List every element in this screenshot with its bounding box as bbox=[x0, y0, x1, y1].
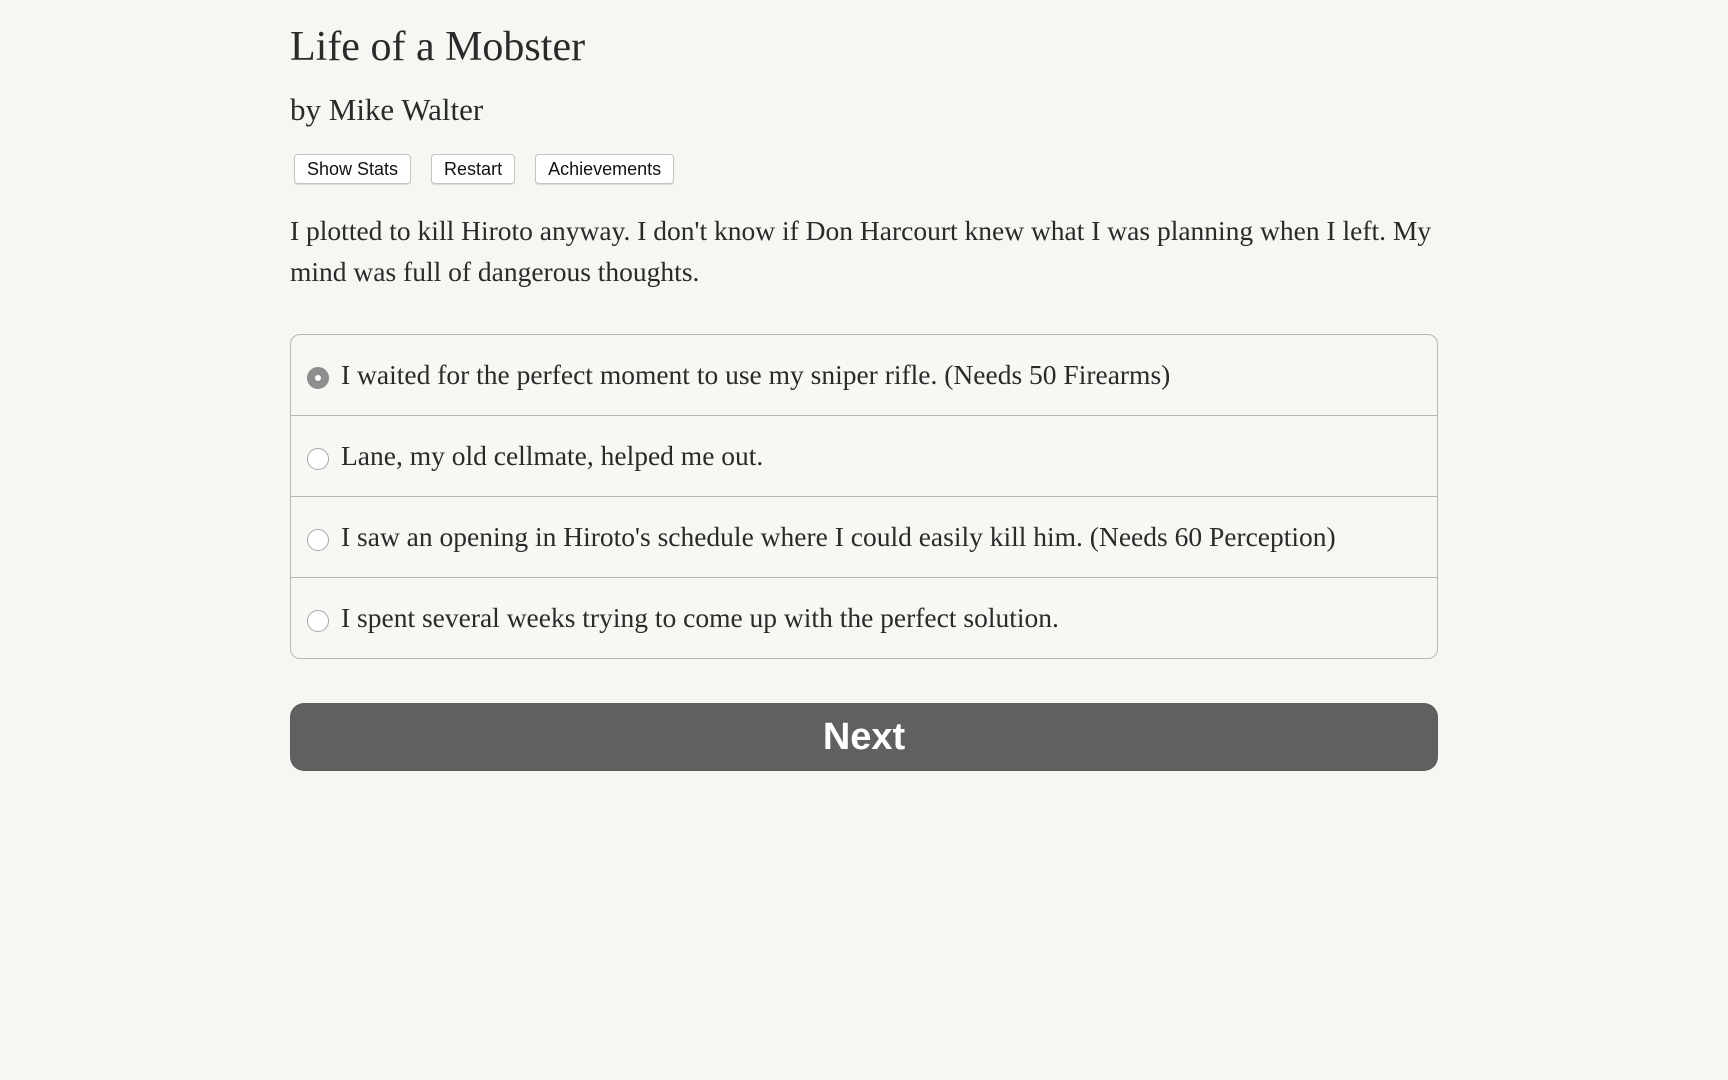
achievements-button[interactable]: Achievements bbox=[535, 154, 674, 184]
choice-label: I spent several weeks trying to come up with the perfect solution. bbox=[341, 602, 1059, 633]
game-title: Life of a Mobster bbox=[290, 24, 586, 70]
choice-label: Lane, my old cellmate, helped me out. bbox=[341, 440, 764, 471]
choice-radio[interactable] bbox=[307, 529, 329, 551]
story-column bbox=[290, 0, 1438, 771]
choice-radio[interactable] bbox=[307, 610, 329, 632]
game-author: by Mike Walter bbox=[290, 92, 484, 127]
story-passage: I plotted to kill Hiroto anyway. I don't know if Don Harcourt knew what I was planning when I left. My mind was full of dangerous thoughts. bbox=[290, 215, 1432, 287]
choice-radio[interactable] bbox=[307, 367, 329, 389]
show-stats-button[interactable]: Show Stats bbox=[294, 154, 411, 184]
toolbar bbox=[294, 154, 1438, 184]
next-button[interactable]: Next bbox=[290, 703, 1438, 771]
choice-radio[interactable] bbox=[307, 448, 329, 470]
choice-option-2[interactable] bbox=[291, 415, 1437, 496]
restart-button[interactable]: Restart bbox=[431, 154, 515, 184]
choice-option-3[interactable] bbox=[291, 496, 1437, 577]
choice-list bbox=[290, 334, 1438, 659]
choice-label: I saw an opening in Hiroto's schedule where I could easily kill him. (Needs 60 Perception) bbox=[341, 521, 1336, 552]
choice-option-4[interactable] bbox=[291, 577, 1437, 658]
choice-label: I waited for the perfect moment to use my sniper rifle. (Needs 50 Firearms) bbox=[341, 359, 1171, 390]
choice-option-1[interactable] bbox=[291, 335, 1437, 415]
